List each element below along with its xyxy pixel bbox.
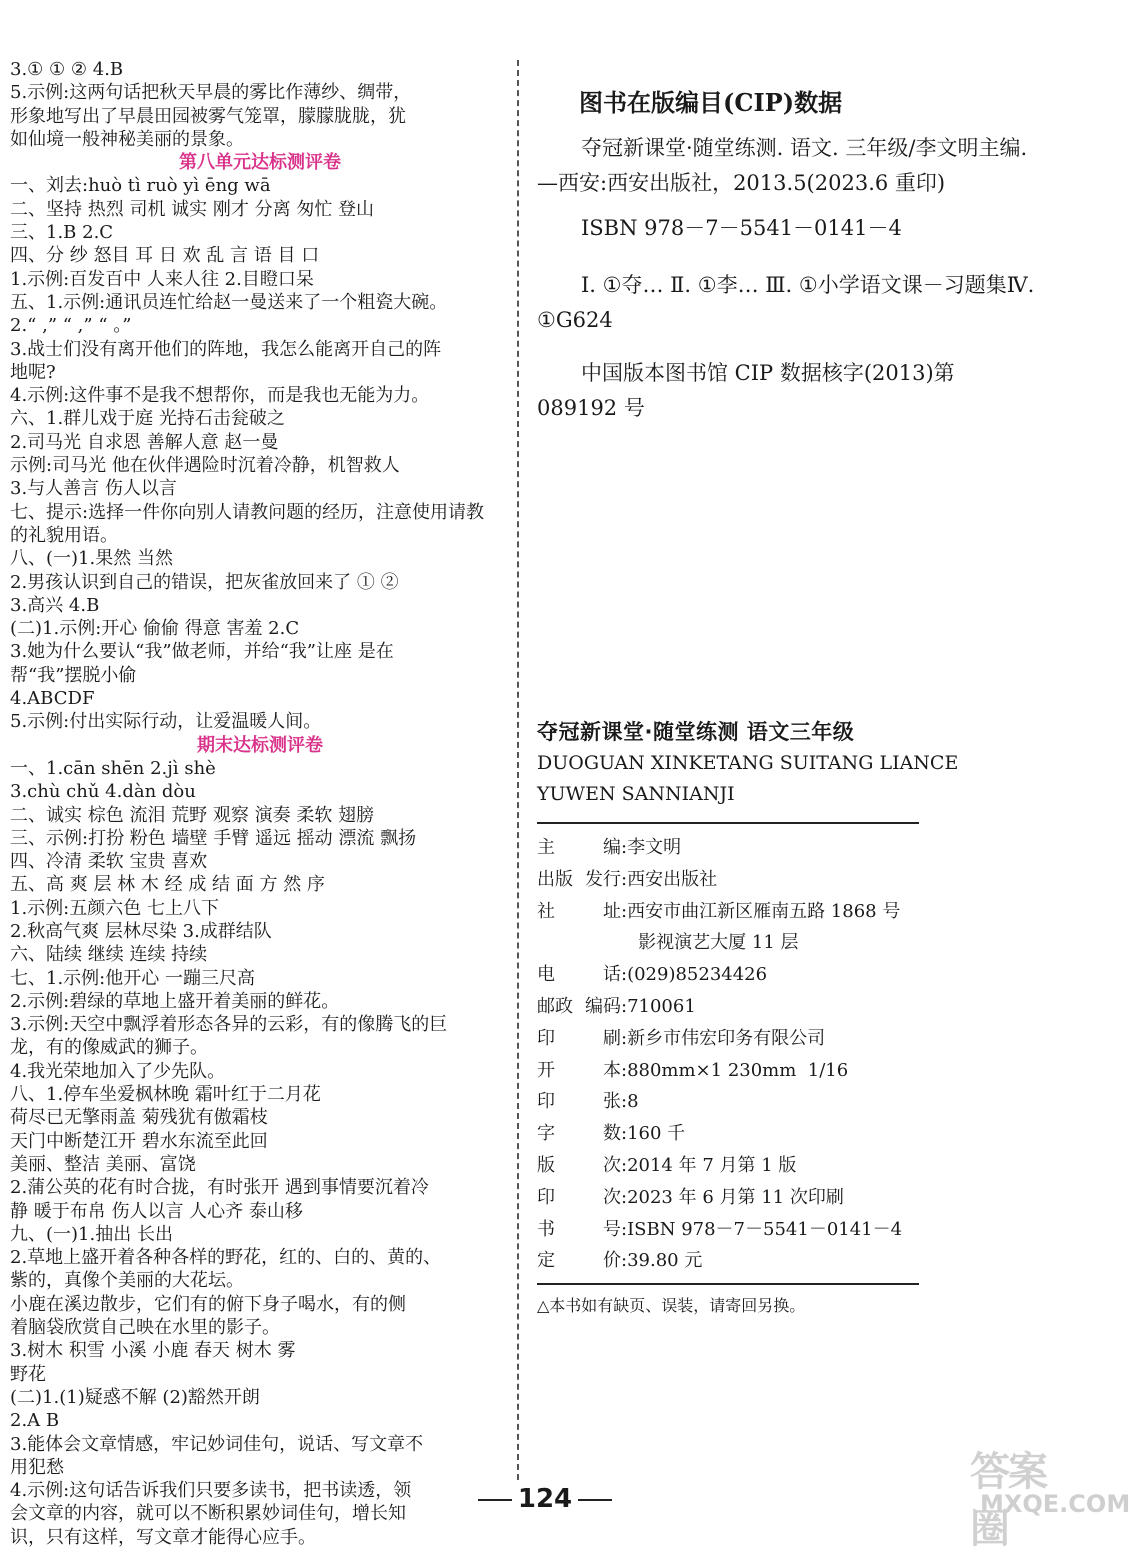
label-part-2: 张 — [603, 1091, 621, 1113]
publication-label — [537, 1182, 621, 1214]
label-part-1: 开 — [537, 1059, 555, 1081]
answer-line: 七、1.示例:他开心 一蹦三尺高 — [10, 967, 255, 989]
publication-value: :8 — [621, 1091, 639, 1113]
publication-row — [537, 1150, 1037, 1182]
publication-label — [537, 1150, 621, 1182]
answer-line: 二、诚实 棕色 流泪 荒野 观察 演奏 柔软 翅膀 — [10, 804, 375, 826]
cip-record-number: 中国版本图书馆 CIP 数据核字(2013)第 089192 号 — [537, 361, 955, 420]
page-number-dash-left — [478, 1499, 512, 1501]
answer-line: 龙，有的像威武的狮子。 — [10, 1037, 208, 1059]
cip-title: 图书在版编目(CIP)数据 — [579, 88, 843, 117]
section-heading: 期末达标测评卷 — [197, 734, 323, 756]
label-part-1: 出版 — [537, 868, 573, 890]
answer-line: 3.她为什么要认“我”做老师，并给“我”让座 是在 — [10, 641, 394, 663]
answer-line: 会文章的内容，就可以不断积累妙词佳句，增长知 — [10, 1503, 406, 1525]
answer-line: 五、高 爽 层 林 木 经 成 结 面 方 然 序 — [10, 874, 325, 896]
publication-value: :2014 年 7 月第 1 版 — [621, 1154, 797, 1176]
label-part-1: 定 — [537, 1250, 555, 1272]
publication-value: :(029)85234426 — [621, 964, 768, 986]
label-part-1: 版 — [537, 1154, 555, 1176]
label-part-1: 书 — [537, 1218, 555, 1240]
answer-line: 六、1.群儿戏于庭 光持石击瓮破之 — [10, 408, 285, 430]
publication-row — [537, 959, 1037, 991]
publication-label — [537, 896, 621, 928]
publication-label — [537, 959, 621, 991]
label-part-2: 本 — [603, 1059, 621, 1081]
answer-line: 2.男孩认识到自己的错误，把灰雀放回来了 ① ② — [10, 571, 399, 593]
answer-line: (二)1.示例:开心 偷偷 得意 害羞 2.C — [10, 618, 300, 640]
label-part-2: 次 — [603, 1154, 621, 1176]
publication-row — [537, 1055, 1037, 1087]
label-part-2: 址 — [603, 900, 621, 922]
publication-label — [537, 991, 621, 1023]
answer-line: 二、坚持 热烈 司机 诚实 刚才 分离 匆忙 登山 — [10, 198, 375, 220]
answer-line: 2.草地上盛开着各种各样的野花，红的、白的、黄的、 — [10, 1247, 442, 1269]
publication-value: :160 千 — [621, 1123, 686, 1145]
answer-line: 3.与人善言 伤人以言 — [10, 478, 177, 500]
publication-details — [537, 832, 1037, 1277]
publication-value: :西安出版社 — [621, 868, 718, 890]
answer-line: 5.示例:这两句话把秋天早晨的雾比作薄纱、绸带， — [10, 82, 412, 104]
answer-line: 3.能体会文章情感，牢记妙词佳句，说话、写文章不 — [10, 1433, 424, 1455]
publication-value: :2023 年 6 月第 11 次印刷 — [621, 1186, 844, 1208]
publication-value: :新乡市伟宏印务有限公司 — [621, 1027, 826, 1049]
answer-line: 的礼貌用语。 — [10, 524, 118, 546]
answer-line: 3.示例:天空中飘浮着形态各异的云彩，有的像腾飞的巨 — [10, 1014, 448, 1036]
publication-row — [537, 1182, 1037, 1214]
label-part-2: 数 — [603, 1123, 621, 1145]
answer-line: 着脑袋欣赏自己映在水里的影子。 — [10, 1317, 280, 1339]
answer-line: 2.秋高气爽 层林尽染 3.成群结队 — [10, 920, 272, 942]
answer-line: 三、示例:打扮 粉色 墙壁 手臂 遥远 摇动 漂流 飘扬 — [10, 827, 417, 849]
publication-value: :ISBN 978－7－5541－0141－4 — [621, 1218, 903, 1240]
answer-line: 示例:司马光 他在伙伴遇险时沉着冷静，机智救人 — [10, 455, 400, 477]
label-part-2: 编码 — [585, 995, 621, 1017]
answer-line: 3.① ① ② 4.B — [10, 59, 124, 80]
publication-row — [537, 1214, 1037, 1246]
publication-value: :李文明 — [621, 837, 682, 858]
label-part-2: 次 — [603, 1186, 621, 1208]
publication-value: :880mm×1 230mm 1/16 — [621, 1059, 849, 1081]
section-heading: 第八单元达标测评卷 — [179, 152, 341, 174]
answer-line: 一、1.cān shēn 2.jì shè — [10, 757, 216, 779]
answer-line: 六、陆续 继续 连续 持续 — [10, 944, 208, 966]
answer-line: 三、1.B 2.C — [10, 222, 114, 244]
column-divider — [517, 60, 519, 1480]
answer-line: 5.示例:付出实际行动，让爱温暖人间。 — [10, 711, 322, 733]
answer-line: 四、冷清 柔软 宝贵 喜欢 — [10, 851, 208, 873]
publication-row — [537, 1245, 1037, 1277]
publication-label — [537, 1055, 621, 1087]
label-part-1: 印 — [537, 1091, 555, 1113]
answer-line: 一、刘去:huò tì ruò yì ēng wā — [10, 175, 271, 197]
publication-label — [537, 1245, 621, 1277]
publication-row — [537, 1023, 1037, 1055]
cip-block — [537, 85, 1037, 426]
book-pinyin-line-1: DUOGUAN XINKETANG SUITANG LIANCE — [537, 752, 959, 774]
answer-line: 八、(一)1.果然 当然 — [10, 548, 173, 570]
label-part-2: 发行 — [585, 868, 621, 890]
answer-line: 野花 — [10, 1363, 46, 1385]
answer-line: 4.示例:这件事不是我不想帮你，而是我也无能为力。 — [10, 385, 430, 407]
publication-value: 影视演艺大厦 11 层 — [621, 932, 799, 954]
label-part-1: 印 — [537, 1186, 555, 1208]
publication-value: :西安市曲江新区雁南五路 1868 号 — [621, 900, 901, 922]
label-part-1: 字 — [537, 1123, 555, 1145]
publication-row — [537, 927, 1037, 959]
answer-line: 2.示例:碧绿的草地上盛开着美丽的鲜花。 — [10, 990, 340, 1012]
label-part-2: 刷 — [603, 1027, 621, 1049]
label-part-1: 电 — [537, 964, 555, 986]
top-rule — [537, 822, 919, 824]
answer-line: 荷尽已无擎雨盖 菊残犹有傲霜枝 — [10, 1107, 268, 1129]
answer-line: 2.蒲公英的花有时合拢，有时张开 遇到事情要沉着冷 — [10, 1177, 429, 1199]
answer-line: 3.高兴 4.B — [10, 594, 100, 616]
site-watermark — [970, 1440, 1130, 1552]
publication-value: :39.80 元 — [621, 1250, 703, 1272]
label-part-2: 价 — [603, 1250, 621, 1272]
watermark-logo-text: 答案圈 — [970, 1449, 1046, 1552]
cip-catalog-entry: 夺冠新课堂·随堂练测. 语文. 三年级/李文明主编. —西安:西安出版社，2013.5(2023.6 重印) — [537, 136, 1028, 195]
publication-label — [537, 927, 621, 959]
answer-line: 形象地写出了早晨田园被雾气笼罩，朦朦胧胧，犹 — [10, 105, 406, 127]
label-part-1: 主 — [537, 837, 555, 858]
answer-line: 五、1.示例:通讯员连忙给赵一曼送来了一个粗瓷大碗。 — [10, 291, 448, 313]
publication-label — [537, 1118, 621, 1150]
answer-line: (二)1.(1)疑惑不解 (2)豁然开朗 — [10, 1386, 260, 1408]
answer-line: 美丽、整洁 美丽、富饶 — [10, 1153, 196, 1175]
cip-classification: Ⅰ. ①夺… Ⅱ. ①李… Ⅲ. ①小学语文课－习题集Ⅳ. ①G624 — [537, 273, 1035, 332]
publication-label — [537, 832, 621, 864]
bottom-rule — [537, 1283, 919, 1285]
answer-line: 静 暖于布帛 伤人以言 人心齐 泰山移 — [10, 1200, 303, 1222]
label-part-2: 话 — [603, 964, 621, 986]
answer-line: 帮“我”摆脱小偷 — [10, 664, 137, 686]
answer-line: 1.示例:百发百中 人来人往 2.目瞪口呆 — [10, 268, 314, 290]
answer-line: 四、分 纱 怒目 耳 日 欢 乱 言 语 目 口 — [10, 245, 320, 267]
answer-line: 1.示例:五颜六色 七上八下 — [10, 897, 219, 919]
page-number — [0, 1484, 1090, 1514]
answer-line: 2.“ ,” “ ,” “ 。” — [10, 315, 132, 337]
answer-line: 八、1.停车坐爱枫林晚 霜叶红于二月花 — [10, 1084, 321, 1106]
answer-line: 4.示例:这句话告诉我们只要多读书，把书读透，领 — [10, 1480, 412, 1502]
answer-line: 3.战士们没有离开他们的阵地，我怎么能离开自己的阵 — [10, 338, 442, 360]
label-part-1: 社 — [537, 900, 555, 922]
publication-row — [537, 1086, 1037, 1118]
publication-row — [537, 864, 1037, 896]
answer-line: 如仙境一般神秘美丽的景象。 — [10, 128, 244, 150]
copyright-block — [537, 716, 1037, 1319]
answer-line: 识，只有这样，写文章才能得心应手。 — [10, 1526, 316, 1548]
answer-line: 3.chù chǔ 4.dàn dòu — [10, 781, 196, 803]
book-title: 夺冠新课堂·随堂练测 语文三年级 — [537, 720, 855, 744]
answer-line: 2.A B — [10, 1410, 60, 1432]
answer-line: 4.我光荣地加入了少先队。 — [10, 1060, 226, 1082]
publication-row — [537, 1118, 1037, 1150]
publication-label — [537, 1023, 621, 1055]
publication-label — [537, 864, 621, 896]
publication-row — [537, 832, 1037, 864]
answer-line: 地呢? — [10, 361, 56, 383]
publication-label — [537, 1086, 621, 1118]
answer-line: 七、提示:选择一件你向别人请教问题的经历，注意使用请教 — [10, 501, 485, 523]
answer-line: 2.司马光 自求恩 善解人意 赵一曼 — [10, 431, 279, 453]
watermark-domain: MXQE.COM — [980, 1490, 1130, 1518]
label-part-1: 邮政 — [537, 995, 573, 1017]
publication-value: :710061 — [621, 995, 696, 1017]
label-part-2: 编 — [603, 837, 621, 858]
answer-line: 天门中断楚江开 碧水东流至此回 — [10, 1130, 268, 1152]
answer-line: 小鹿在溪边散步，它们有的俯下身子喝水，有的侧 — [10, 1293, 406, 1315]
replacement-note: △本书如有缺页、误装，请寄回另换。 — [537, 1296, 806, 1316]
page-number-text: 124 — [517, 1484, 573, 1514]
publication-label — [537, 1214, 621, 1246]
book-pinyin-line-2: YUWEN SANNIANJI — [537, 783, 735, 805]
answer-line: 3.树木 积雪 小溪 小鹿 春天 树木 雾 — [10, 1340, 296, 1362]
cip-isbn: ISBN 978－7－5541－0141－4 — [581, 216, 902, 240]
answer-line: 4.ABCDF — [10, 688, 95, 710]
answer-line: 九、(一)1.抽出 长出 — [10, 1223, 173, 1245]
answer-key-column — [10, 58, 510, 1549]
label-part-1: 印 — [537, 1027, 555, 1049]
label-part-2: 号 — [603, 1218, 621, 1240]
answer-line: 紫的，真像个美丽的大花坛。 — [10, 1270, 244, 1292]
publication-row — [537, 896, 1037, 928]
publication-row — [537, 991, 1037, 1023]
page-number-dash-right — [578, 1499, 612, 1501]
answer-line: 用犯愁 — [10, 1456, 64, 1478]
